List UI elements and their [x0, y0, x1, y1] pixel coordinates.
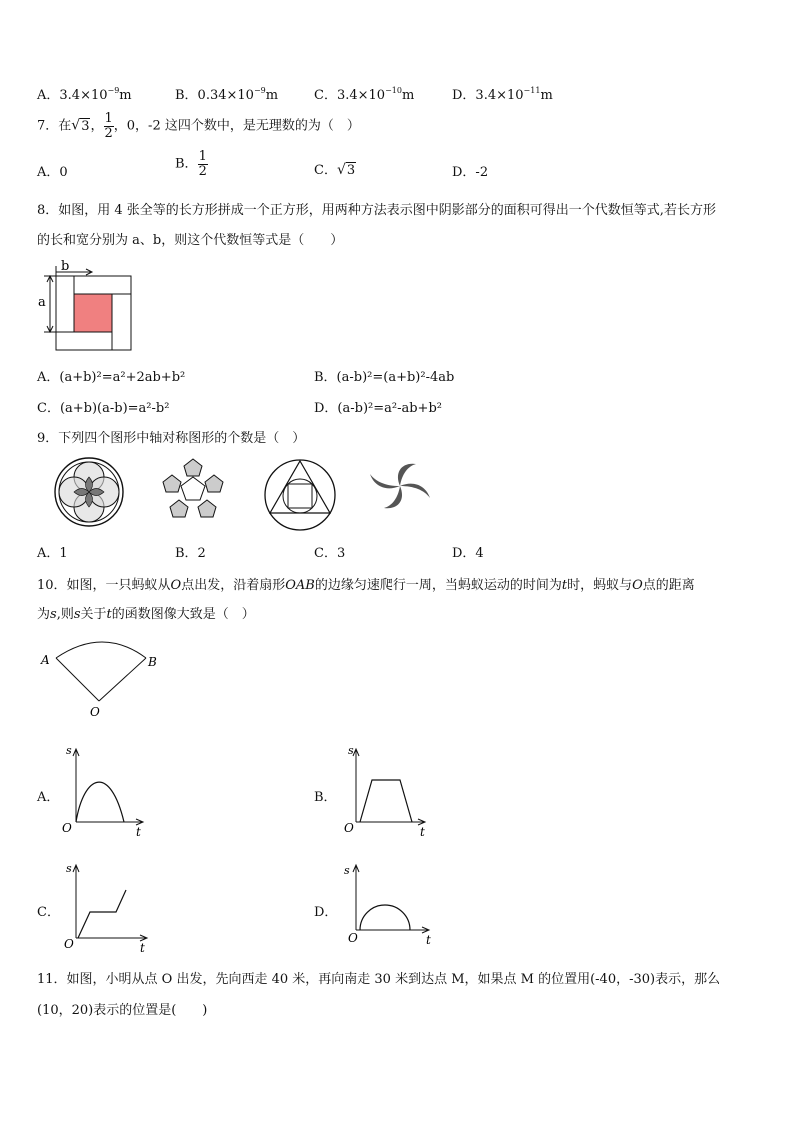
q9-option-c[interactable]: C．3 [314, 546, 346, 561]
origin-label: O [64, 937, 74, 951]
q10-text: 为 [37, 607, 51, 622]
blade-2 [400, 484, 430, 498]
blade-3 [384, 486, 402, 508]
q10-graph-a [62, 744, 152, 839]
q6-option-d-text: D．3.4×10 [452, 88, 524, 103]
q10-text: 关于 [80, 607, 107, 622]
q6-option-d[interactable] [452, 84, 553, 103]
blade-1 [398, 464, 416, 486]
triangle [270, 461, 330, 513]
q6-option-b-text: B．0.34×10 [175, 88, 254, 103]
s-label: s [348, 744, 354, 757]
sqrt-symbol: √ [71, 117, 81, 134]
q11-stem-line1: 11．如图，小明从点 O 出发，先向西走 40 米，再向南走 30 米到达点 M，如果点 M 的位置用(-40，-30)表示，那么 [37, 972, 721, 987]
q8-option-b[interactable]: B．(a-b)²=(a+b)²-4ab [314, 370, 455, 385]
q6-option-c-unit: m [401, 88, 415, 103]
q10-text: 点出发，沿着扇形 [181, 578, 286, 593]
blade-4 [370, 474, 400, 488]
q10-var-o: O [632, 578, 643, 593]
q8-stem-line1: 8．如图，用 4 张全等的长方形拼成一个正方形，用两种方法表示图中阴影部分的面积可得出一个代数恒等式,若长方形 [37, 203, 716, 218]
q9-figure-pentagons [158, 455, 228, 525]
label-a: a [38, 295, 46, 310]
q10-text: ,则 [56, 607, 74, 622]
q7-option-a[interactable]: A．0 [37, 165, 68, 180]
q7-sqrt-radicand: 3 [81, 118, 90, 134]
fraction-numerator: 1 [198, 149, 207, 164]
q10-text: 时，蚂蚁与 [567, 578, 633, 593]
pentagon-top [184, 459, 202, 476]
q7-fraction [104, 112, 114, 140]
t-label: t [420, 825, 425, 839]
trapezoid-path [360, 780, 412, 822]
q6-option-c[interactable] [314, 84, 414, 103]
fraction-denominator: 2 [104, 125, 113, 141]
q9-stem: 9．下列四个图形中轴对称图形的个数是（ ） [37, 431, 306, 446]
q10-var-t: t [106, 607, 112, 622]
label-b: b [61, 259, 70, 274]
q6-option-b-exp: −9 [253, 86, 266, 95]
q7-option-b-label: B． [175, 156, 198, 172]
q10-stem-line2 [37, 603, 255, 622]
origin-label: O [344, 821, 354, 835]
q10-sector-figure [38, 638, 168, 720]
sqrt-symbol: √ [336, 162, 346, 178]
q6-option-b-unit: m [265, 88, 279, 103]
q10-var-s: s [50, 607, 57, 622]
inner-square [288, 484, 312, 508]
q10-var-t: t [561, 578, 568, 593]
q10-option-a[interactable]: A． [37, 790, 60, 805]
q6-option-c-exp: −10 [385, 86, 402, 95]
q7-option-b[interactable] [175, 150, 208, 178]
q10-option-b[interactable]: B． [314, 790, 337, 805]
q8-option-c[interactable]: C．(a+b)(a-b)=a²-b² [37, 401, 170, 416]
q6-option-d-exp: −11 [523, 86, 541, 95]
pentagon-right [205, 475, 223, 492]
q6-option-b[interactable] [175, 84, 278, 103]
step-path [78, 890, 126, 938]
q6-option-a[interactable] [37, 84, 132, 103]
pentagon-bottom-left [170, 500, 188, 517]
fraction-denominator: 2 [198, 163, 207, 179]
q7-separator: ， [90, 118, 104, 134]
q8-option-a[interactable]: A．(a+b)²=a²+2ab+b² [37, 370, 186, 385]
sector-arc [56, 642, 146, 658]
q6-option-d-unit: m [540, 88, 553, 103]
q6-option-a-exp: −9 [107, 86, 120, 95]
outer-circle [265, 460, 335, 530]
fraction-numerator: 1 [104, 111, 113, 126]
s-label: s [66, 744, 72, 757]
q10-text: 10．如图，一只蚂蚁从 [37, 578, 171, 593]
origin-label: O [348, 931, 358, 945]
s-label: s [66, 862, 72, 875]
curve [76, 782, 124, 822]
q7-option-c-label: C． [314, 163, 337, 178]
q7-option-b-fraction [198, 150, 208, 178]
q8-square-figure [36, 258, 136, 353]
q10-var-s: s [73, 607, 81, 622]
q9-figure-flower [52, 455, 127, 530]
q11-stem-line2: (10，20)表示的位置是( ) [37, 1003, 208, 1018]
t-label: t [426, 933, 431, 947]
q9-option-a[interactable]: A．1 [37, 546, 68, 561]
q9-option-d[interactable]: D．4 [452, 546, 484, 561]
q10-graph-c [62, 860, 157, 955]
center-pentagon [181, 477, 205, 500]
sector-radius-oa [56, 658, 99, 701]
q6-option-c-text: C．3.4×10 [314, 88, 386, 103]
q7-stem-suffix: ，0，-2 这四个数中，是无理数的为（ ） [113, 118, 360, 134]
q7-stem [37, 112, 360, 140]
q10-text: 的函数图像大致是（ ） [111, 607, 255, 622]
sector-radius-ob [99, 658, 146, 701]
semicircle [360, 905, 410, 930]
s-label: s [344, 864, 350, 877]
q10-var-o: O [170, 578, 182, 593]
q10-option-c[interactable]: C． [37, 905, 60, 920]
q6-option-a-text: A．3.4×10 [37, 88, 108, 103]
q10-graph-b [342, 744, 437, 839]
shaded-square [74, 294, 112, 332]
q8-option-d[interactable]: D．(a-b)²=a²-ab+b² [314, 401, 442, 416]
label-b: B [148, 655, 157, 669]
origin-label: O [62, 821, 72, 835]
t-label: t [136, 825, 141, 839]
t-label: t [140, 941, 145, 955]
q9-option-b[interactable]: B．2 [175, 546, 206, 561]
q9-figure-pinwheel [364, 458, 436, 514]
label-a: A [41, 653, 50, 667]
q7-option-c[interactable] [314, 159, 356, 178]
q10-var-oab: OAB [285, 578, 315, 593]
q10-stem-line1 [37, 574, 695, 593]
q7-option-d[interactable]: D．-2 [452, 165, 489, 180]
q7-stem-prefix: 7．在 [37, 118, 72, 134]
q7-option-c-radicand: 3 [346, 163, 356, 178]
label-o: O [90, 705, 100, 719]
q9-figure-triangle-circle [262, 455, 340, 533]
q8-stem-line2: 的长和宽分别为 a、b，则这个代数恒等式是（ ） [37, 233, 344, 248]
q10-option-d[interactable]: D． [314, 905, 338, 920]
pentagon-bottom-right [198, 500, 216, 517]
q10-text: 点的距离 [642, 578, 695, 593]
pentagon-left [163, 475, 181, 492]
q10-text: 的边缘匀速爬行一周，当蚂蚁运动的时间为 [314, 578, 562, 593]
q10-graph-d [342, 860, 437, 955]
q6-option-a-unit: m [119, 88, 132, 103]
